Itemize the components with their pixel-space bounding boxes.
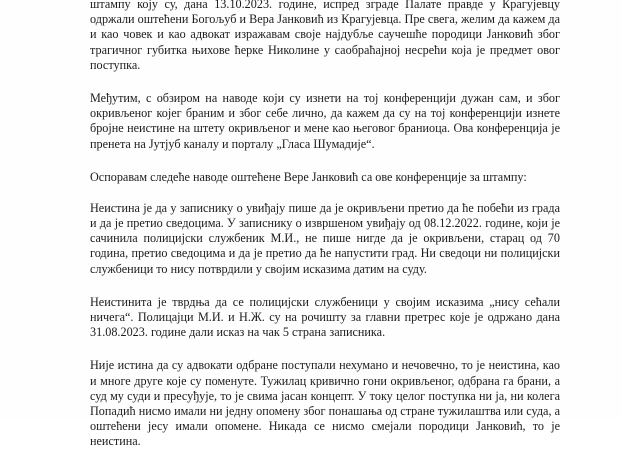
text-line: година, претио сведоцима и да је претио да ће напустити град. Ни сведоци ни полицијски [90,246,560,261]
text-line: оштећени јесу имали опомене. Никада се нисмо смејали породици Јанковић, то је [90,419,560,434]
text-line: одржали оштећени Богољуб и Вера Јанковић из Крагујевца. Пре свега, желим да кажем да [90,12,560,27]
paragraph-conference-claims [90,91,560,152]
text-line: ничега“. Полицајци М.И. и Н.Ж. су на рочишту за главни претрес које је одржано дана [90,310,560,324]
text-line: трагичног губитка њихове ћерке Николине у саобраћајној несрећи која је предмет овог [90,42,560,57]
paragraph-disputed-claims-intro [90,170,560,185]
paragraph-defense-conduct [90,358,560,449]
text-line: и да је претио сведоцима. У записнику о извршеном увиђају од 08.12.2022. године, који је [90,216,560,231]
text-line: суд му суди и пресуђује, то је свима јасан концепт. У току целог поступка ни ја, ни колега [90,388,560,403]
text-line: Није истина да су адвокати одбране поступали нехумано и нечовечно, то је неистина, као [90,358,560,373]
text-line: пренета на Јутјуб каналу и порталу „Гласа Шумадије“. [90,136,375,151]
text-line: и као човек и као адвокат изражавам своје најдубље саучешће породици Јанковић због [90,27,560,42]
paragraph-record-falsehood [90,201,560,277]
paragraph-police-testimony [90,295,560,341]
text-line: Међутим, с обзиром на наводе који су изнети на тој конференцији дужан сам, и због [90,90,560,105]
text-line: службеници то нису потврдили у својим исказима датим на суду. [90,261,427,276]
text-line: штампу коју су, дана 13.10.2023. године, испред зграде Палате правде у Крагујевцу [90,0,560,11]
text-line: неистина. [90,434,141,449]
document-body [90,0,560,450]
text-line: окривљеног којег браним и због себе лично, да кажем да су на тој конференцији изнете [90,106,560,121]
text-line: поступка. [90,57,141,72]
text-line: Оспоравам следеће наводе оштећене Вере Јанковић са ове конференције за штампу: [90,169,527,184]
text-line: Неистинита је тврдња да се полицијски службеници у својим исказима „нису сећали [90,294,560,309]
text-line: бројне неистине на штету окривљеног и мене као његовог браниоца. Ова конференција је [90,121,560,136]
text-line: сачинила полицијски службеник М.И., не пише нигде да је окривљени, старац од 70 [90,231,560,246]
text-line: Неистина је да у записнику о увиђају пише да је окривљени претио да ће побећи из града [90,200,560,215]
text-line: 31.08.2023. године дали исказ на чак 5 страна записника. [90,325,386,340]
text-line: и многе друге које су поменуте. Тужилац кривично гони окривљеног, одбрана га брани, а [90,373,560,388]
paragraph-condolences [90,0,560,73]
text-line: Попадић нисмо имали ни једну опомену због понашања од стране тужилаштва или суда, а [90,403,560,418]
